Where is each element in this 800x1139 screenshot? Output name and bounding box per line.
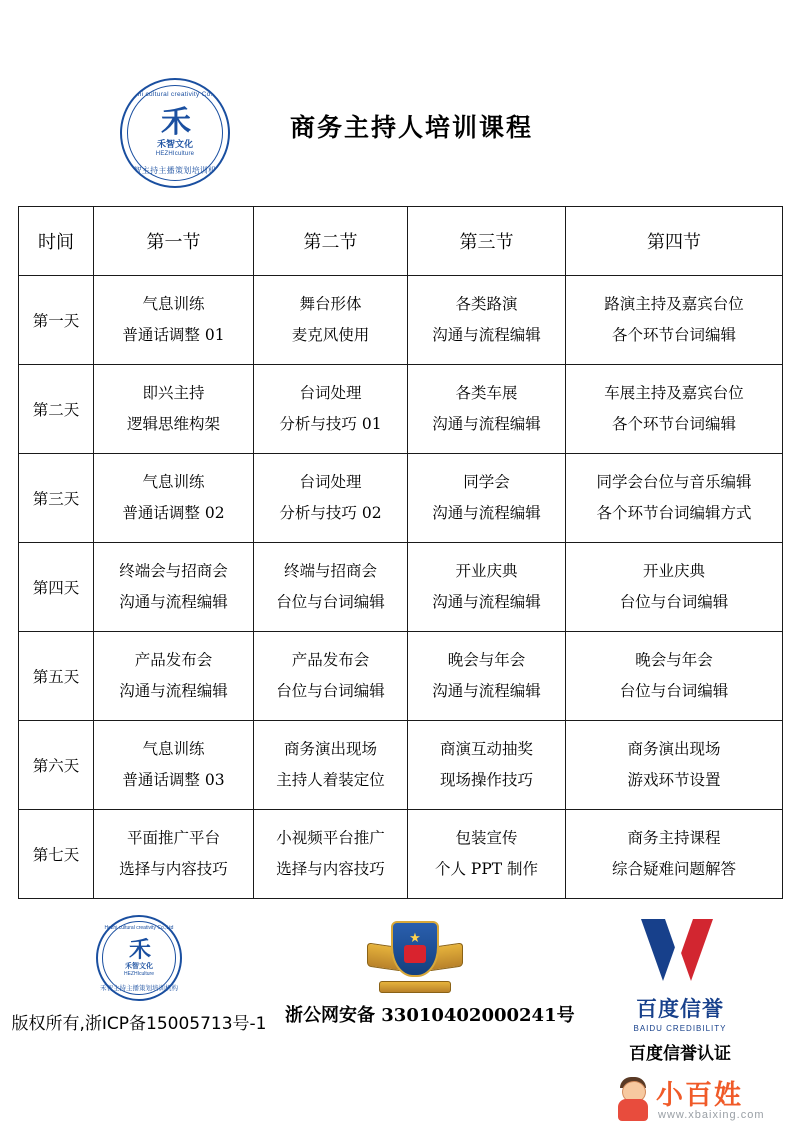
emblem-base: [379, 981, 451, 993]
document-footer: [0, 915, 800, 1075]
cell-line: 选择与内容技巧: [276, 860, 385, 878]
schedule-cell: [94, 721, 254, 810]
cell-line: 产品发布会: [291, 650, 370, 669]
cell-line: 各类车展: [455, 383, 518, 402]
cell-line: 各类路演: [455, 294, 518, 313]
cell-line: 商演互动抽奖: [439, 739, 533, 758]
mini-seal-company-cn: 禾智文化: [125, 963, 153, 970]
schedule-cell: [254, 543, 408, 632]
watermark-url-text: www.xbaixing.com: [658, 1109, 765, 1121]
cell-line: 气息训练: [142, 294, 205, 313]
cell-line: 台位与台词编辑: [619, 682, 729, 700]
cell-line: 气息训练: [142, 472, 205, 491]
cell-line: 选择与内容技巧: [119, 860, 228, 878]
cell-line: 普通话调整 02: [122, 504, 225, 522]
copyright-text: 版权所有,浙ICP备15005713号-1: [11, 1014, 267, 1034]
schedule-cell: [408, 810, 566, 899]
table-row: [19, 454, 783, 543]
police-emblem-icon: [367, 915, 463, 995]
schedule-cell: [94, 543, 254, 632]
mascot-body: [618, 1099, 648, 1121]
cell-line: 商务演出现场: [283, 739, 377, 758]
company-seal-logo: [120, 78, 226, 184]
schedule-cell: [408, 632, 566, 721]
column-header-period-2: 第二节: [254, 207, 408, 276]
mascot-icon: [616, 1077, 650, 1121]
table-row: [19, 632, 783, 721]
row-day-label: 第六天: [19, 721, 94, 810]
schedule-cell: [408, 543, 566, 632]
table-row: [19, 810, 783, 899]
cell-line: 即兴主持: [142, 383, 205, 402]
schedule-cell: [566, 721, 783, 810]
schedule-cell: [94, 632, 254, 721]
seal-arc-bottom-text: 禾智主持主播策划培训机构: [125, 166, 225, 175]
cell-line: 普通话调整 03: [122, 771, 225, 789]
cell-line: 台词处理: [299, 472, 362, 491]
cell-line: 逻辑思维构架: [126, 415, 220, 433]
table-row: [19, 365, 783, 454]
company-seal-small-icon: [96, 915, 182, 1001]
cell-line: 舞台形体: [299, 294, 362, 313]
cell-line: 小视频平台推广: [276, 828, 385, 847]
mini-seal-mark-glyph: 禾: [128, 937, 149, 962]
mini-seal-arc-bottom: 禾智主持主播策划培训机构: [100, 985, 178, 992]
cell-line: 路演主持及嘉宾台位: [604, 294, 744, 313]
schedule-cell: [408, 454, 566, 543]
course-schedule-table: [18, 206, 783, 899]
cell-line: 晚会与年会: [447, 650, 526, 669]
table-row: [19, 276, 783, 365]
schedule-cell: [566, 365, 783, 454]
footer-baidu-credibility-block[interactable]: [570, 915, 790, 1064]
schedule-cell: [254, 810, 408, 899]
emblem-inner-badge: [404, 945, 426, 963]
cell-line: 同学会台位与音乐编辑: [596, 472, 752, 491]
cell-line: 各个环节台词编辑: [611, 415, 736, 433]
baidu-credibility-title: 百度信誉: [636, 996, 724, 1021]
cell-line: 台位与台词编辑: [276, 593, 385, 611]
seal-company-en: HEZHIculture: [155, 151, 195, 157]
cell-line: 主持人着装定位: [276, 771, 385, 789]
schedule-cell: [566, 276, 783, 365]
cell-line: 沟通与流程编辑: [432, 593, 541, 611]
cell-line: 麦克风使用: [291, 326, 370, 344]
seal-company-cn: 禾智文化: [156, 139, 193, 149]
baidu-v-logo-icon: [625, 915, 735, 989]
page-title: 商务主持人培训课程: [290, 113, 534, 142]
schedule-cell: [566, 632, 783, 721]
cell-line: 台词处理: [299, 383, 362, 402]
schedule-cell: [254, 632, 408, 721]
schedule-cell: [408, 721, 566, 810]
cell-line: 台位与台词编辑: [619, 593, 729, 611]
cell-line: 台位与台词编辑: [276, 682, 385, 700]
cell-line: 各个环节台词编辑方式: [596, 504, 752, 522]
cell-line: 商务主持课程: [627, 828, 721, 847]
schedule-cell: [408, 276, 566, 365]
cell-line: 终端与招商会: [283, 561, 377, 580]
cell-line: 晚会与年会: [635, 650, 713, 669]
emblem-shield: [391, 921, 439, 977]
cell-line: 综合疑难问题解答: [611, 860, 736, 878]
cell-line: 沟通与流程编辑: [119, 593, 228, 611]
emblem-star-icon: ★: [409, 930, 421, 945]
row-day-label: 第二天: [19, 365, 94, 454]
schedule-cell: [566, 810, 783, 899]
seal-circle: [120, 78, 230, 188]
row-day-label: 第一天: [19, 276, 94, 365]
cell-line: 产品发布会: [134, 650, 213, 669]
row-day-label: 第四天: [19, 543, 94, 632]
cell-line: 现场操作技巧: [439, 771, 533, 789]
table-header-row: [19, 207, 783, 276]
schedule-cell: [566, 543, 783, 632]
v-notch: [665, 919, 693, 959]
baidu-credibility-cert-text: 百度信誉认证: [629, 1044, 731, 1064]
table-header: [19, 207, 783, 276]
table-row: [19, 721, 783, 810]
table-body: [19, 276, 783, 899]
schedule-cell: [254, 454, 408, 543]
cell-line: 各个环节台词编辑: [611, 326, 736, 344]
cell-line: 分析与技巧 01: [279, 415, 382, 433]
baidu-credibility-subtitle: BAIDU CREDIBILITY: [633, 1024, 727, 1033]
schedule-cell: [94, 810, 254, 899]
cell-line: 个人 PPT 制作: [434, 860, 539, 878]
cell-line: 开业庆典: [642, 561, 705, 580]
cell-line: 沟通与流程编辑: [432, 326, 541, 344]
mini-seal-center: [109, 939, 169, 977]
cell-line: 车展主持及嘉宾台位: [604, 383, 744, 402]
mini-seal-arc-top: Hezhi cultural creativity Co.,Ltd: [104, 925, 174, 931]
schedule-cell: [94, 365, 254, 454]
seal-center: [139, 108, 211, 158]
cell-line: 气息训练: [142, 739, 205, 758]
cell-line: 游戏环节设置: [627, 771, 721, 789]
police-record-text: 浙公网安备 33010402000241号: [285, 1005, 575, 1026]
schedule-cell: [254, 365, 408, 454]
document-header: [0, 78, 800, 188]
cell-line: 普通话调整 01: [122, 326, 225, 344]
cell-line: 沟通与流程编辑: [119, 682, 228, 700]
column-header-period-1: 第一节: [94, 207, 254, 276]
seal-mark-glyph: 禾: [161, 106, 189, 139]
cell-line: 开业庆典: [455, 561, 518, 580]
row-day-label: 第三天: [19, 454, 94, 543]
schedule-cell: [254, 721, 408, 810]
cell-line: 沟通与流程编辑: [432, 415, 541, 433]
schedule-cell: [94, 454, 254, 543]
schedule-cell: [566, 454, 783, 543]
cell-line: 沟通与流程编辑: [432, 504, 541, 522]
row-day-label: 第五天: [19, 632, 94, 721]
cell-line: 分析与技巧 02: [279, 504, 382, 522]
watermark-brand-text: 小百姓: [656, 1080, 743, 1111]
seal-arc-top-text: Hezhi cultural creativity Co.,Ltd: [125, 91, 225, 98]
cell-line: 平面推广平台: [126, 828, 220, 847]
table-row: [19, 543, 783, 632]
column-header-period-3: 第三节: [408, 207, 566, 276]
cell-line: 包装宣传: [455, 828, 518, 847]
mini-seal-company-en: HEZHIculture: [123, 971, 154, 977]
cell-line: 同学会: [463, 472, 510, 491]
row-day-label: 第七天: [19, 810, 94, 899]
schedule-cell: [94, 276, 254, 365]
footer-copyright-block: [8, 915, 270, 1034]
cell-line: 沟通与流程编辑: [432, 682, 541, 700]
footer-police-record-block[interactable]: [285, 915, 575, 1027]
cell-line: 商务演出现场: [627, 739, 721, 758]
column-header-time: 时间: [19, 207, 94, 276]
schedule-cell: [408, 365, 566, 454]
column-header-period-4: 第四节: [566, 207, 783, 276]
schedule-cell: [254, 276, 408, 365]
site-watermark: [616, 1071, 786, 1131]
cell-line: 终端会与招商会: [119, 561, 228, 580]
